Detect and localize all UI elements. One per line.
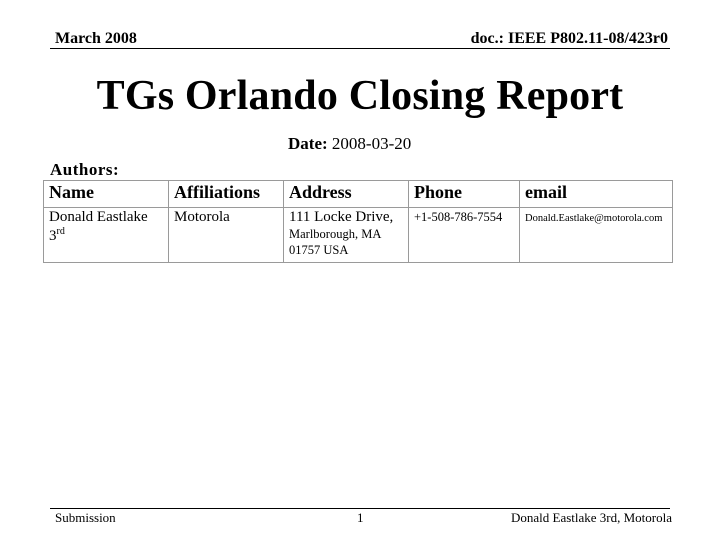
slide-title: TGs Orlando Closing Report bbox=[96, 73, 624, 119]
authors-table bbox=[43, 180, 673, 263]
date-line bbox=[288, 134, 411, 154]
header-doc-id: doc.: IEEE P802.11-08/423r0 bbox=[470, 30, 668, 47]
header-affiliations: Affiliations bbox=[169, 181, 284, 208]
author-suffix-sup: rd bbox=[56, 226, 65, 237]
header-divider bbox=[50, 48, 670, 49]
header-date: March 2008 bbox=[55, 30, 137, 47]
header-name: Name bbox=[44, 181, 169, 208]
header-address: Address bbox=[284, 181, 409, 208]
authors-label: Authors: bbox=[50, 160, 120, 179]
footer-author: Donald Eastlake 3rd, Motorola bbox=[510, 510, 672, 525]
address-line-1: 111 Locke Drive, bbox=[289, 209, 394, 225]
cell-phone bbox=[409, 208, 520, 263]
author-suffix-base: 3 bbox=[49, 228, 57, 244]
table-row bbox=[44, 208, 673, 263]
header-email: email bbox=[520, 181, 673, 208]
table-header-row bbox=[44, 181, 673, 208]
date-label: Date: bbox=[288, 134, 328, 153]
address-line-3: 01757 USA bbox=[289, 243, 349, 257]
cell-name bbox=[44, 208, 169, 263]
footer-submission: Submission bbox=[55, 510, 116, 525]
footer-divider bbox=[50, 508, 670, 509]
cell-address bbox=[284, 208, 409, 263]
email-value: Donald.Eastlake@motorola.com bbox=[525, 213, 663, 224]
cell-affiliation: Motorola bbox=[169, 208, 284, 263]
header-phone: Phone bbox=[409, 181, 520, 208]
footer-page-number: 1 bbox=[357, 510, 364, 525]
address-line-2: Marlborough, MA bbox=[289, 227, 382, 241]
cell-email bbox=[520, 208, 673, 263]
date-value: 2008-03-20 bbox=[331, 134, 412, 153]
author-name: Donald Eastlake bbox=[49, 209, 148, 225]
phone-value: +1-508-786-7554 bbox=[414, 210, 503, 224]
author-suffix bbox=[49, 226, 163, 245]
